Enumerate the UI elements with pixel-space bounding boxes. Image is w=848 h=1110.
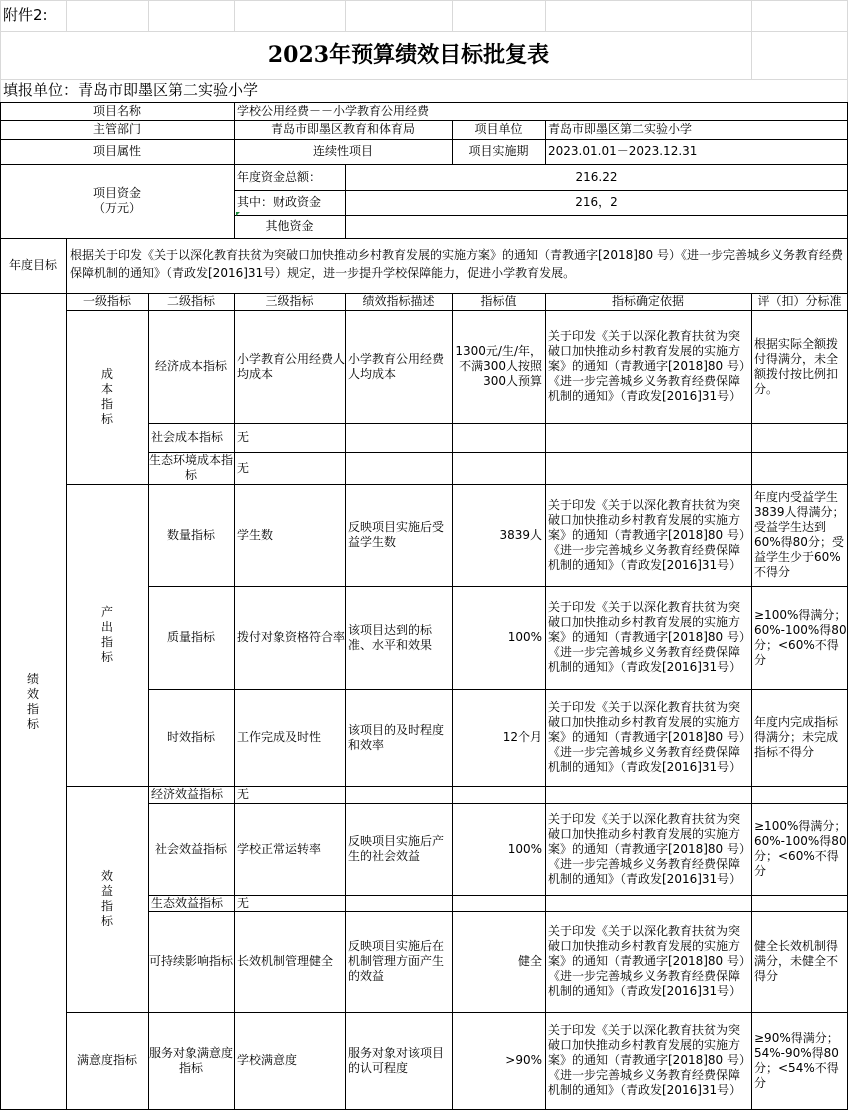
attachment-label: 附件2:: [3, 6, 48, 24]
period: 2023.01.01－2023.12.31: [548, 144, 698, 158]
l3-econ-cost: 小学教育公用经费人均成本: [237, 351, 345, 381]
l3-eco-benefit: 无: [237, 895, 250, 910]
fund-total-label: 年度资金总额：: [237, 169, 322, 184]
goal-text: 根据关于印发《关于以深化教育扶贫为突破口加快推动乡村教育发展的实施方案》的通知（青教通字[2018]80 号）《进一步完善城乡义务教育经费保障机制的通知》（青政发[2016]31号）规定，进一步提升学校保障能力，促进小学教育发展。: [70, 248, 843, 280]
l2-eco-benefit: 生态效益指标: [151, 895, 224, 910]
attr-label: 项目属性: [92, 144, 141, 158]
l2-sustain: 可持续影响指标: [148, 954, 233, 968]
l3-satisfaction: 学校满意度: [237, 1053, 298, 1067]
desc-soc-benefit: 反映项目实施后产生的社会效益: [348, 834, 445, 863]
group-output: 产 出 指 标: [100, 605, 113, 664]
group-cost: 成 本 指 标: [100, 367, 113, 426]
group-benefit: 效 益 指 标: [100, 869, 113, 928]
desc-quality: 该项目达到的标准、水平和效果: [348, 622, 433, 652]
fund-fiscal: 216，2: [575, 195, 618, 209]
score-timeliness: 年度内完成指标得满分；未完成指标不得分: [754, 715, 839, 759]
desc-econ-cost: 小学教育公用经费人均成本: [348, 351, 445, 381]
page-title: 2023年预算绩效目标批复表: [267, 41, 550, 68]
value-soc-benefit: 100%: [507, 841, 542, 856]
proj-unit: 青岛市即墨区第二实验小学: [548, 122, 693, 136]
dept: 青岛市即墨区教育和体育局: [270, 122, 415, 136]
project-name-label: 项目名称: [92, 103, 141, 118]
value-timeliness: 12个月: [502, 730, 542, 744]
l2-quantity: 数量指标: [166, 527, 215, 542]
desc-quantity: 反映项目实施后受益学生数: [348, 520, 445, 549]
value-quantity: 3839人: [499, 527, 542, 542]
l2-soc-cost: 社会成本指标: [151, 430, 224, 444]
fund-label: 项目资金 （万元）: [92, 186, 141, 215]
desc-timeliness: 该项目的及时程度和效率: [348, 722, 445, 752]
reporting-unit: 填报单位：青岛市即墨区第二实验小学: [3, 81, 259, 99]
l3-quality: 拨付对象资格符合率: [237, 630, 345, 644]
score-quality: ≥100%得满分；60%-100%得80分；<60%不得分: [754, 607, 847, 667]
l2-eco-cost: 生态环境成本指标: [148, 453, 233, 482]
header-level3: 三级指标: [265, 294, 314, 308]
basis-satisfaction: 关于印发《关于以深化教育扶贫为突破口加快推动乡村教育发展的实施方案》的通知（青教通字[2018]80 号）《进一步完善城乡义务教育经费保障机制的通知》（青政发[2016]31号）: [548, 1023, 751, 1097]
fund-other: [345, 215, 848, 238]
basis-timeliness: 关于印发《关于以深化教育扶贫为突破口加快推动乡村教育发展的实施方案》的通知（青教通字[2018]80 号）《进一步完善城乡义务教育经费保障机制的通知》（青政发[2016]31号）: [548, 700, 751, 774]
group-satisfaction: 满意度指标: [76, 1053, 137, 1067]
fund-other-label: 其他资金: [265, 219, 314, 233]
l2-soc-benefit: 社会效益指标: [154, 841, 227, 856]
perf-side-label: 绩 效 指 标: [26, 671, 39, 731]
period-label: 项目实施期: [468, 144, 529, 158]
attr: 连续性项目: [312, 144, 373, 158]
value-econ-cost: 1300元/生/年，不满300人按照300人预算: [455, 344, 542, 388]
goal-label: 年度目标: [8, 258, 57, 272]
l3-timeliness: 工作完成及时性: [237, 730, 322, 744]
l3-soc-benefit: 学校正常运转率: [237, 841, 322, 856]
l3-quantity: 学生数: [237, 527, 274, 542]
l3-soc-cost: 无: [237, 430, 250, 444]
l3-sustain: 长效机制管理健全: [237, 954, 334, 968]
value-quality: 100%: [507, 630, 542, 644]
header-basis: 指标确定依据: [611, 294, 684, 308]
desc-satisfaction: 服务对象对该项目的认可程度: [348, 1045, 445, 1075]
dept-label: 主管部门: [92, 122, 141, 136]
proj-unit-label: 项目单位: [474, 122, 523, 136]
header-level2: 二级指标: [166, 294, 215, 308]
l2-timeliness: 时效指标: [166, 730, 215, 744]
basis-quality: 关于印发《关于以深化教育扶贫为突破口加快推动乡村教育发展的实施方案》的通知（青教通字[2018]80 号）《进一步完善城乡义务教育经费保障机制的通知》（青政发[2016]31号）: [548, 600, 751, 674]
basis-sustain: 关于印发《关于以深化教育扶贫为突破口加快推动乡村教育发展的实施方案》的通知（青教通字[2018]80 号）《进一步完善城乡义务教育经费保障机制的通知》（青政发[2016]31号）: [548, 924, 751, 998]
desc-sustain: 反映项目实施后在机制管理方面产生的效益: [348, 939, 445, 983]
score-soc-benefit: ≥100%得满分；60%-100%得80分；<60%不得分: [754, 819, 847, 878]
score-sustain: 健全长效机制得满分，未健全不得分: [754, 939, 839, 983]
basis-econ-cost: 关于印发《关于以深化教育扶贫为突破口加快推动乡村教育发展的实施方案》的通知（青教通字[2018]80 号）《进一步完善城乡义务教育经费保障机制的通知》（青政发[2016]31号）: [548, 329, 751, 403]
l3-econ-benefit: 无: [237, 787, 250, 801]
score-satisfaction: ≥90%得满分；54%-90%得80分；<54%不得分: [754, 1030, 839, 1090]
l2-satisfaction: 服务对象满意度指标: [148, 1045, 233, 1075]
header-score: 评（扣）分标准: [757, 294, 842, 308]
header-value: 指标值: [480, 294, 517, 308]
value-sustain: 健全: [517, 954, 542, 968]
score-econ-cost: 根据实际全额拨付得满分，未全额拨付按比例扣分。: [754, 336, 839, 396]
value-satisfaction: >90%: [505, 1053, 542, 1067]
header-desc: 绩效指标描述: [362, 294, 435, 308]
project-name: 学校公用经费－－小学教育公用经费: [237, 103, 430, 118]
l3-eco-cost: 无: [237, 460, 250, 475]
score-quantity: 年度内受益学生3839人得满分；受益学生达到60%得80分；受益学生少于60%不得分: [754, 490, 845, 579]
l2-econ-cost: 经济成本指标: [154, 359, 227, 373]
l2-econ-benefit: 经济效益指标: [151, 787, 224, 801]
basis-quantity: 关于印发《关于以深化教育扶贫为突破口加快推动乡村教育发展的实施方案》的通知（青教通字[2018]80 号）《进一步完善城乡义务教育经费保障机制的通知》（青政发[2016]31号）: [548, 497, 751, 572]
fund-fiscal-label: 其中：财政资金: [237, 195, 322, 209]
basis-soc-benefit: 关于印发《关于以深化教育扶贫为突破口加快推动乡村教育发展的实施方案》的通知（青教通字[2018]80 号）《进一步完善城乡义务教育经费保障机制的通知》（青政发[2016]31号）: [548, 811, 751, 886]
l2-quality: 质量指标: [166, 630, 215, 644]
fund-total: 216.22: [575, 169, 618, 184]
header-level1: 一级指标: [82, 294, 131, 308]
